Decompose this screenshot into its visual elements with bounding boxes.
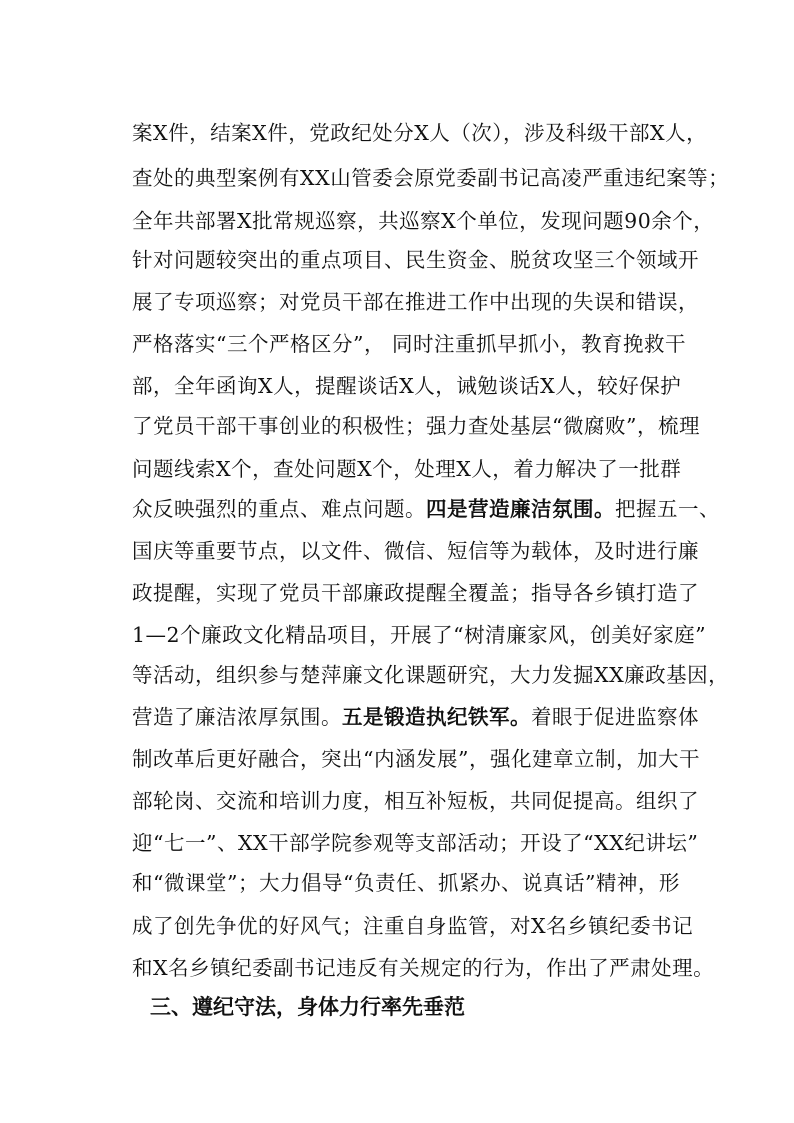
paragraph-line: 针对问题较突出的重点项目、民生资金、脱贫攻坚三个领域开	[132, 248, 699, 272]
paragraph-line: 严格落实“三个严格区分”， 同时注重抓早抓小，教育挽救干	[132, 332, 686, 356]
paragraph-line: 成了创先争优的好风气；注重自身监管，对X名乡镇纪委书记	[132, 914, 694, 938]
paragraph-line: 政提醒，实现了党员干部廉政提醒全覆盖；指导各乡镇打造了	[132, 581, 699, 605]
bold-subheading: 五是锻造执纪铁军。	[342, 705, 531, 729]
bold-subheading: 四是营造廉洁氛围。	[426, 497, 615, 521]
paragraph-line: 和X名乡镇纪委副书记违反有关规定的行为，作出了严肃处理。	[132, 956, 715, 980]
line-text: 众反映强烈的重点、难点问题。	[132, 497, 426, 521]
paragraph-line: 和“微课堂”；大力倡导“负责任、抓紧办、说真话”精神，形	[132, 871, 680, 895]
paragraph-line: 了党员干部干事创业的积极性；强力查处基层“微腐败”，梳理	[132, 414, 700, 438]
line-text: 把握五一、	[615, 497, 720, 521]
paragraph-line	[132, 703, 732, 731]
paragraph-line: 迎“七一”、XX干部学院参观等支部活动；开设了“XX纪讲坛”	[132, 831, 699, 855]
paragraph-line: 部，全年函询X人，提醒谈话X人，诫勉谈话X人，较好保护	[132, 374, 682, 398]
paragraph-line: 案X件，结案X件，党政纪处分X人（次），涉及科级干部X人，	[132, 121, 708, 145]
line-text: 营造了廉洁浓厚氛围。	[132, 705, 342, 729]
paragraph-line: 等活动，组织参与楚萍廉文化课题研究，大力发掘XX廉政基因，	[132, 663, 730, 687]
paragraph-line	[132, 495, 732, 523]
line-text: 着眼于促进监察体	[531, 705, 699, 729]
section-heading: 三、遵纪守法，身体力行率先垂范	[150, 995, 465, 1019]
paragraph-line: 问题线索X个，查处问题X个，处理X人，着力解决了一批群	[132, 457, 682, 481]
paragraph-line: 制改革后更好融合，突出“内涵发展”，强化建章立制，加大干	[132, 747, 700, 771]
paragraph-line: 1—2个廉政文化精品项目，开展了“树清廉家风，创美好家庭”	[132, 623, 707, 647]
paragraph-line: 展了专项巡察；对党员干部在推进工作中出现的失误和错误，	[132, 290, 699, 314]
paragraph-line: 查处的典型案例有XX山管委会原党委副书记高凌严重违纪案等；	[132, 166, 730, 190]
paragraph-line: 全年共部署X批常规巡察，共巡察X个单位，发现问题90余个，	[132, 209, 715, 233]
paragraph-line: 部轮岗、交流和培训力度，相互补短板，共同促提高。组织了	[132, 789, 699, 813]
paragraph-line: 国庆等重要节点，以文件、微信、短信等为载体，及时进行廉	[132, 539, 699, 563]
